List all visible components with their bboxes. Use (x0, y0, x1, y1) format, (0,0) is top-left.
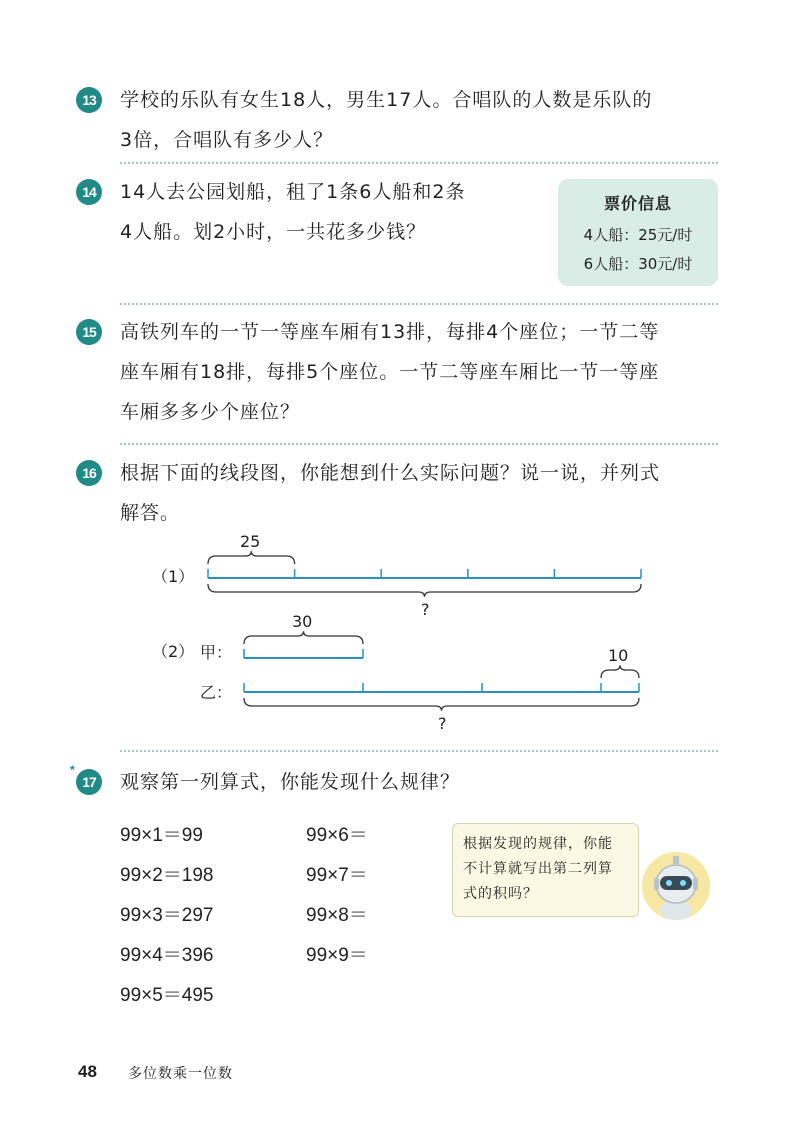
diagram-2-segments (244, 631, 639, 711)
question-number-badge: 13 (76, 87, 102, 113)
diagram-2-extra-brace (601, 665, 639, 678)
question-number-badge: * 17 (76, 769, 102, 795)
ticket-row-4-person: 4人船：25元/时 (583, 226, 693, 244)
hint-line-1: 根据发现的规律，你能 (463, 836, 613, 852)
question-number-badge: 14 (76, 179, 102, 205)
equation-col2-2: 99×7＝ (306, 865, 368, 886)
robot-mascot-icon (640, 850, 712, 922)
ticket-row-6-person: 6人船：30元/时 (583, 255, 693, 273)
diagram-1-segments (208, 551, 641, 597)
diagram-2-jia-label: 甲： (200, 643, 233, 662)
equation-col1-5: 99×5＝495 (120, 985, 214, 1006)
question-text: 高铁列车的一节一等座车厢有13排，每排4个座位；一节二等 座车厢有18排，每排5个座位。一节二等座车厢比一节一等座 车厢多多少个座位？ (120, 321, 660, 423)
question-text: 学校的乐队有女生18人，男生17人。合唱队的人数是乐队的 3倍，合唱队有多少人？ (120, 89, 653, 151)
diagram-2-bottom-brace (244, 698, 639, 711)
diagram-2-yi-label: 乙： (200, 683, 233, 702)
question-number-badge: 15 (76, 319, 102, 345)
hint-speech-bubble (452, 823, 639, 917)
equation-col1-3: 99×3＝297 (120, 905, 214, 926)
equation-col2-3: 99×8＝ (306, 905, 368, 926)
divider (120, 750, 718, 752)
question-text: 根据下面的线段图，你能想到什么实际问题？说一说，并列式 解答。 (120, 462, 661, 524)
question-text: 14人去公园划船，租了1条6人船和2条 4人船。划2小时，一共花多少钱？ (120, 181, 466, 243)
question-text: 观察第一列算式，你能发现什么规律？ (120, 771, 461, 793)
diagram-1-value: 25 (240, 532, 261, 551)
chapter-title: 多位数乘一位数 (128, 1066, 233, 1082)
equation-col1-4: 99×4＝396 (120, 945, 214, 966)
diagram-2-label: （2） (152, 642, 195, 661)
diagram-1-label: （1） (152, 567, 195, 586)
equation-col1-2: 99×2＝198 (120, 865, 214, 886)
equation-col2-1: 99×6＝ (306, 825, 368, 846)
diagram-1-bottom-brace (208, 584, 641, 597)
diagram-2-extra-value: 10 (608, 646, 629, 665)
diagram-1-top-brace (208, 551, 295, 564)
question-17 (76, 762, 726, 807)
ticket-title: 票价信息 (603, 194, 672, 213)
hint-line-2: 不计算就写出第二列算 (463, 861, 613, 877)
equation-col1-1: 99×1＝99 (120, 825, 203, 846)
question-number-badge: 16 (76, 460, 102, 486)
hint-line-3: 式的积吗？ (463, 886, 538, 902)
diagram-2-question: ? (438, 714, 447, 733)
equation-col2-4: 99×9＝ (306, 945, 368, 966)
page-number: 48 (78, 1062, 97, 1081)
diagram-2-value: 30 (292, 612, 313, 631)
diagram-2-jia-brace (244, 631, 363, 644)
diagram-1-question: ? (421, 600, 430, 619)
